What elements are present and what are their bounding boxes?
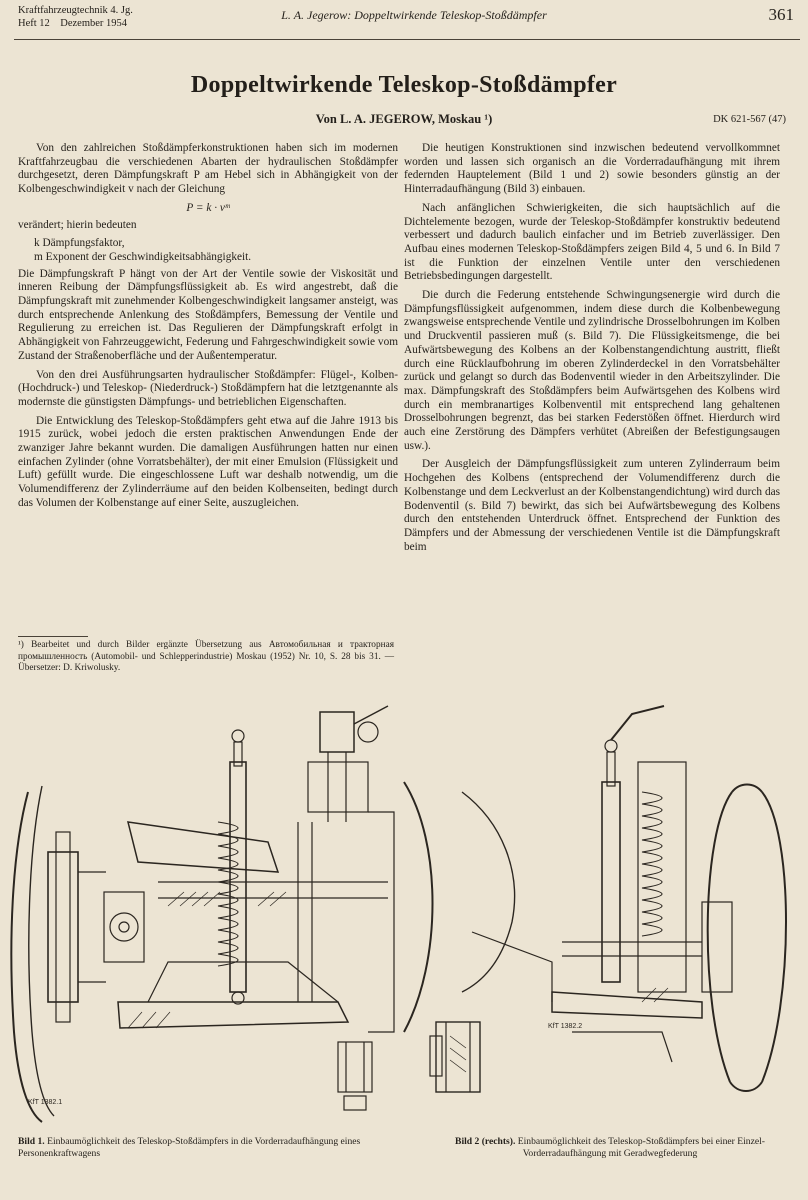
independent-suspension-drawing (402, 702, 794, 1128)
figure-2-caption (420, 1136, 800, 1160)
paragraph: Nach anfänglichen Schwierigkeiten, die sich hauptsächlich auf die Dichtelemente bezogen, wurde der Teleskop-Stoßdämpfer konstruktiv bedeutend verbessert und dadurch baulich einfacher und im Betrieb zuverlässiger. Den Aufbau eines modernen Teleskop-Stoßdämpfers zeigen Bild 4, 5 und 6. In Bild 7 ist die Funktion der einzelnen Ventile unter den verschiedenen Betriebsbedingungen dargestellt. (404, 201, 780, 283)
running-header (14, 4, 800, 40)
running-title: L. A. Jegerow: Doppeltwirkende Teleskop-Stoßdämpfer (281, 8, 547, 22)
footnote-rule (18, 636, 88, 637)
figure-2-caption-text: Einbaumöglichkeit des Teleskop-Stoßdämpfers bei einer Einzel-Vorderradaufhängung mit Geradwegfederung (517, 1136, 765, 1159)
page-number: 361 (768, 5, 794, 24)
paragraph: Die Entwicklung des Teleskop-Stoßdämpfers geht etwa auf die Jahre 1913 bis 1915 zurück, wobei jedoch die ersten praktischen Anwendungen Ende der zwanziger Jahre bekannt wurden. Die damaligen Ausführungen hatten nur einen einfachen Zylinder (ohne Vorratsbehälter), der mit einer Emulsion (Flüssigkeit und Luft) gefüllt wurde. Die eingeschlossene Luft war deshalb notwendig, um die Volumendifferenz der Zylinderräume auf den beiden Kolbenseiten, bedingt durch das Volumen der Kolbenstange auf einer Seite, auszugleichen. (18, 414, 398, 509)
article-byline: Von L. A. JEGEROW, Moskau ¹) (315, 112, 493, 126)
article-title: Doppeltwirkende Teleskop-Stoßdämpfer (190, 72, 618, 98)
figure-1-drawing (8, 702, 396, 1128)
paragraph: Die heutigen Konstruktionen sind inzwischen bedeutend vervollkommnet worden und lassen sich organisch an die Vorderradaufhängung mit ihrem federnden Hauptelement (Bild 1 und 2) sowie besonders günstig an der Hinterradaufhängung (Bild 3) einbauen. (404, 142, 780, 196)
journal-issue: Heft 12 Dezember 1954 (18, 18, 128, 29)
damping-formula: P = k · vᵐ (186, 201, 230, 214)
paragraph: Die Dämpfungskraft P hängt von der Art der Ventile sowie der Viskosität und inneren Reibung der Dämpfungsflüssigkeit ab. Es wird angestrebt, daß die Dämpfungskraft mit zunehmender Kolbengeschwindigkeit langsamer ansteigt, was durch entsprechende Anlenkung des Stoßdämpfers, Bemessung der Ventile und Regulierung zu erreichen ist. Das Regulieren der Dämpfungskraft erfolgt in Abhängigkeit von Fahrzeuggewicht, Federung und Fahrgeschwindigkeit sowie vom Zustand der Straßenoberfläche und der Außentemperatur. (18, 267, 398, 362)
paragraph: Die durch die Federung entstehende Schwingungsenergie wird durch die Dämpfungsflüssigkeit aufgenommen, indem diese durch die Kolbenbewegung zwangsweise entsprechende Ventile und zylindrische Drosselbohrungen im Kolben und Druckventil passieren muß (s. Bild 7). Die Flüssigkeitsmenge, die bei Aufwärtsbewegung des Kolbens an der Kolbenstangendichtung austritt, fließt durch eine Rücklaufbohrung im oberen Zylinderdeckel in den Vorratsbehälter zurück und gelangt so durch das Bodenventil wieder in den Arbeitszylinder. Die max. Dämpfungskraft des Stoßdämpfers beim Aufwärtsgehen des Kolbens wird durch ein membranartiges Kolbenventil mit entsprechend lang gehaltenen Drosselbohrungen begrenzt, das bei starken Federstößen öffnet. Hierdurch wird auch eine Zerstörung des Dämpfers verhütet (Abreißen der Befestigungsaugen usw.). (404, 289, 780, 452)
figure-2-stamp: KfT 1382.2 (548, 1023, 583, 1030)
footnote: ¹) Bearbeitet und durch Bilder ergänzte Übersetzung aus Автомобильная и тракторная промышленность (Automobil- und Schlepperindustrie) Moskau (1952) Nr. 10, S. 28 bis 31. — Übersetzer: D. Kriwolusky. (18, 640, 394, 674)
figure-1-caption (18, 1136, 400, 1160)
paragraph: Von den zahlreichen Stoßdämpferkonstruktionen haben sich im modernen Kraftfahrzeugbau die verschiedenen Abarten der hydraulischen Stoßdämpfer durchgesetzt, deren Dämpfungskraft P am Hebel sich in Abhängigkeit von der Kolbengeschwindigkeit v nach der Gleichung (18, 142, 398, 196)
journal-info (18, 4, 133, 30)
definition-k: k Dämpfungsfaktor, (34, 237, 125, 250)
figure-1-caption-text: Einbaumöglichkeit des Teleskop-Stoßdämpfers in die Vorderradaufhängung eines Personenkraftwagens (18, 1136, 361, 1159)
paragraph: Der Ausgleich der Dämpfungsflüssigkeit zum unteren Zylinderraum beim Hochgehen des Kolbens (entsprechend der Volumendifferenz durch die Kolbenstange und dem Leckverlust an der Kolbenstangendichtung) wird durch das Bodenventil (s. Bild 7) bewirkt, das sich bei Aufwärtsbewegung des Kolbens durch den entstehenden Unterdruck öffnet. Entsprechend der Funktion des Dämpfers und der Abmessung der verschiedenen Ventile ist die Dämpfungskraft beim (404, 458, 780, 553)
front-suspension-drawing (8, 702, 396, 1128)
left-column (18, 142, 398, 516)
paragraph: Von den drei Ausführungsarten hydraulischer Stoßdämpfer: Flügel-, Kolben- (Hochdruck-) und Teleskop- (Niederdruck-) Stoßdämpfern hat die letztgenannte als modernste die günstigsten Dämpfungs- und betrieblichen Eigenschaften. (18, 368, 398, 408)
definition-m: m Exponent der Geschwindigkeitsabhängigkeit. (34, 250, 252, 263)
journal-name: Kraftfahrzeugtechnik 4. Jg. (18, 5, 133, 16)
right-column (404, 142, 780, 559)
paragraph: verändert; hierin bedeuten (18, 218, 137, 231)
variable-definitions (18, 237, 398, 264)
dk-classification: DK 621-567 (47) (713, 114, 786, 125)
figure-2-label: Bild 2 (rechts). (455, 1136, 516, 1147)
figure-2-drawing (402, 702, 794, 1128)
figure-1-stamp: KfT 1382.1 (28, 1099, 63, 1106)
figure-1-label: Bild 1. (18, 1136, 45, 1147)
